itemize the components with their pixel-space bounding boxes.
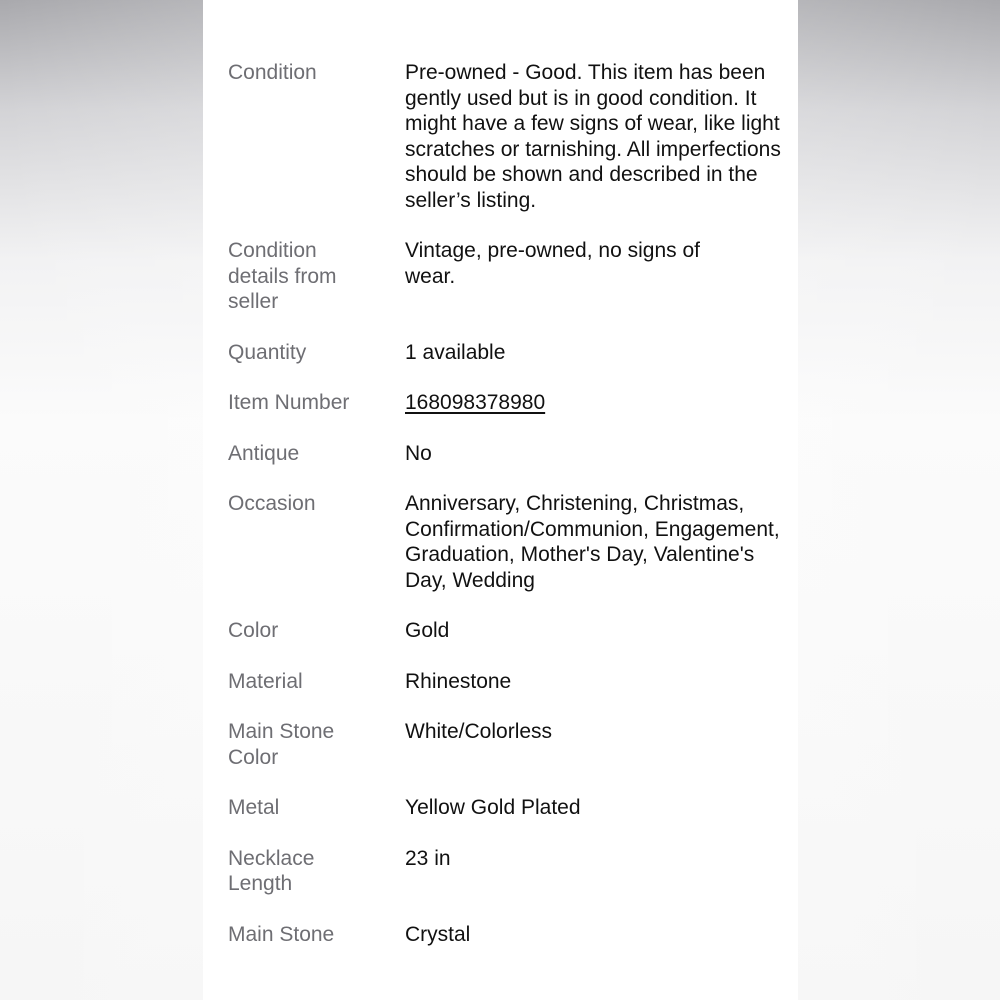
background-right — [798, 0, 1000, 1000]
spec-row-item-number — [228, 390, 788, 416]
spec-label: Condition — [228, 61, 317, 84]
spec-value: 23 in — [405, 846, 451, 870]
spec-value: 1 available — [405, 340, 506, 364]
spec-row-necklace-length — [228, 846, 788, 897]
spec-row-color — [228, 618, 788, 644]
spec-row-condition — [228, 60, 788, 213]
spec-value: Crystal — [405, 922, 471, 946]
spec-value: Yellow Gold Plated — [405, 796, 581, 819]
spec-label: Occasion — [228, 492, 316, 515]
spec-value: Pre-owned - Good. This item has been gently used but is in good condition. It might have a few signs of wear, like light scratches or tarnishing. All imperfections should be shown and described in the seller’s listing. — [405, 61, 781, 212]
spec-label: Necklace Length — [228, 846, 315, 895]
background-left — [0, 0, 203, 1000]
spec-row-main-stone-color — [228, 719, 788, 770]
spec-label: Main Stone — [228, 922, 335, 946]
spec-row-main-stone — [228, 922, 788, 948]
item-number-link[interactable]: 168098378980 — [405, 391, 546, 414]
spec-value: Rhinestone — [405, 669, 512, 693]
spec-row-material — [228, 669, 788, 695]
spec-row-metal — [228, 795, 788, 821]
item-specifics-list — [228, 60, 788, 947]
spec-row-quantity — [228, 340, 788, 366]
item-specifics-panel — [203, 0, 798, 1000]
spec-label: Item Number — [228, 391, 350, 414]
spec-label: Color — [228, 619, 279, 642]
spec-value: White/Colorless — [405, 720, 553, 743]
spec-value-wrap — [405, 390, 788, 416]
spec-label: Antique — [228, 441, 300, 465]
spec-row-condition-details — [228, 238, 788, 315]
spec-row-antique — [228, 441, 788, 467]
spec-label: Metal — [228, 796, 280, 819]
spec-label: Quantity — [228, 340, 307, 364]
spec-value: No — [405, 441, 432, 465]
spec-label: Material — [228, 669, 303, 693]
spec-row-occasion — [228, 491, 788, 593]
spec-label: Main Stone Color — [228, 720, 335, 769]
spec-value: Anniversary, Christening, Christmas, Confirmation/Communion, Engagement, Graduation, Mother's Day, Valentine's Day, Wedding — [405, 492, 780, 592]
spec-label: Condition details from seller — [228, 239, 337, 313]
spec-value: Gold — [405, 619, 450, 642]
spec-value: Vintage, pre-owned, no signs of wear. — [405, 239, 700, 288]
